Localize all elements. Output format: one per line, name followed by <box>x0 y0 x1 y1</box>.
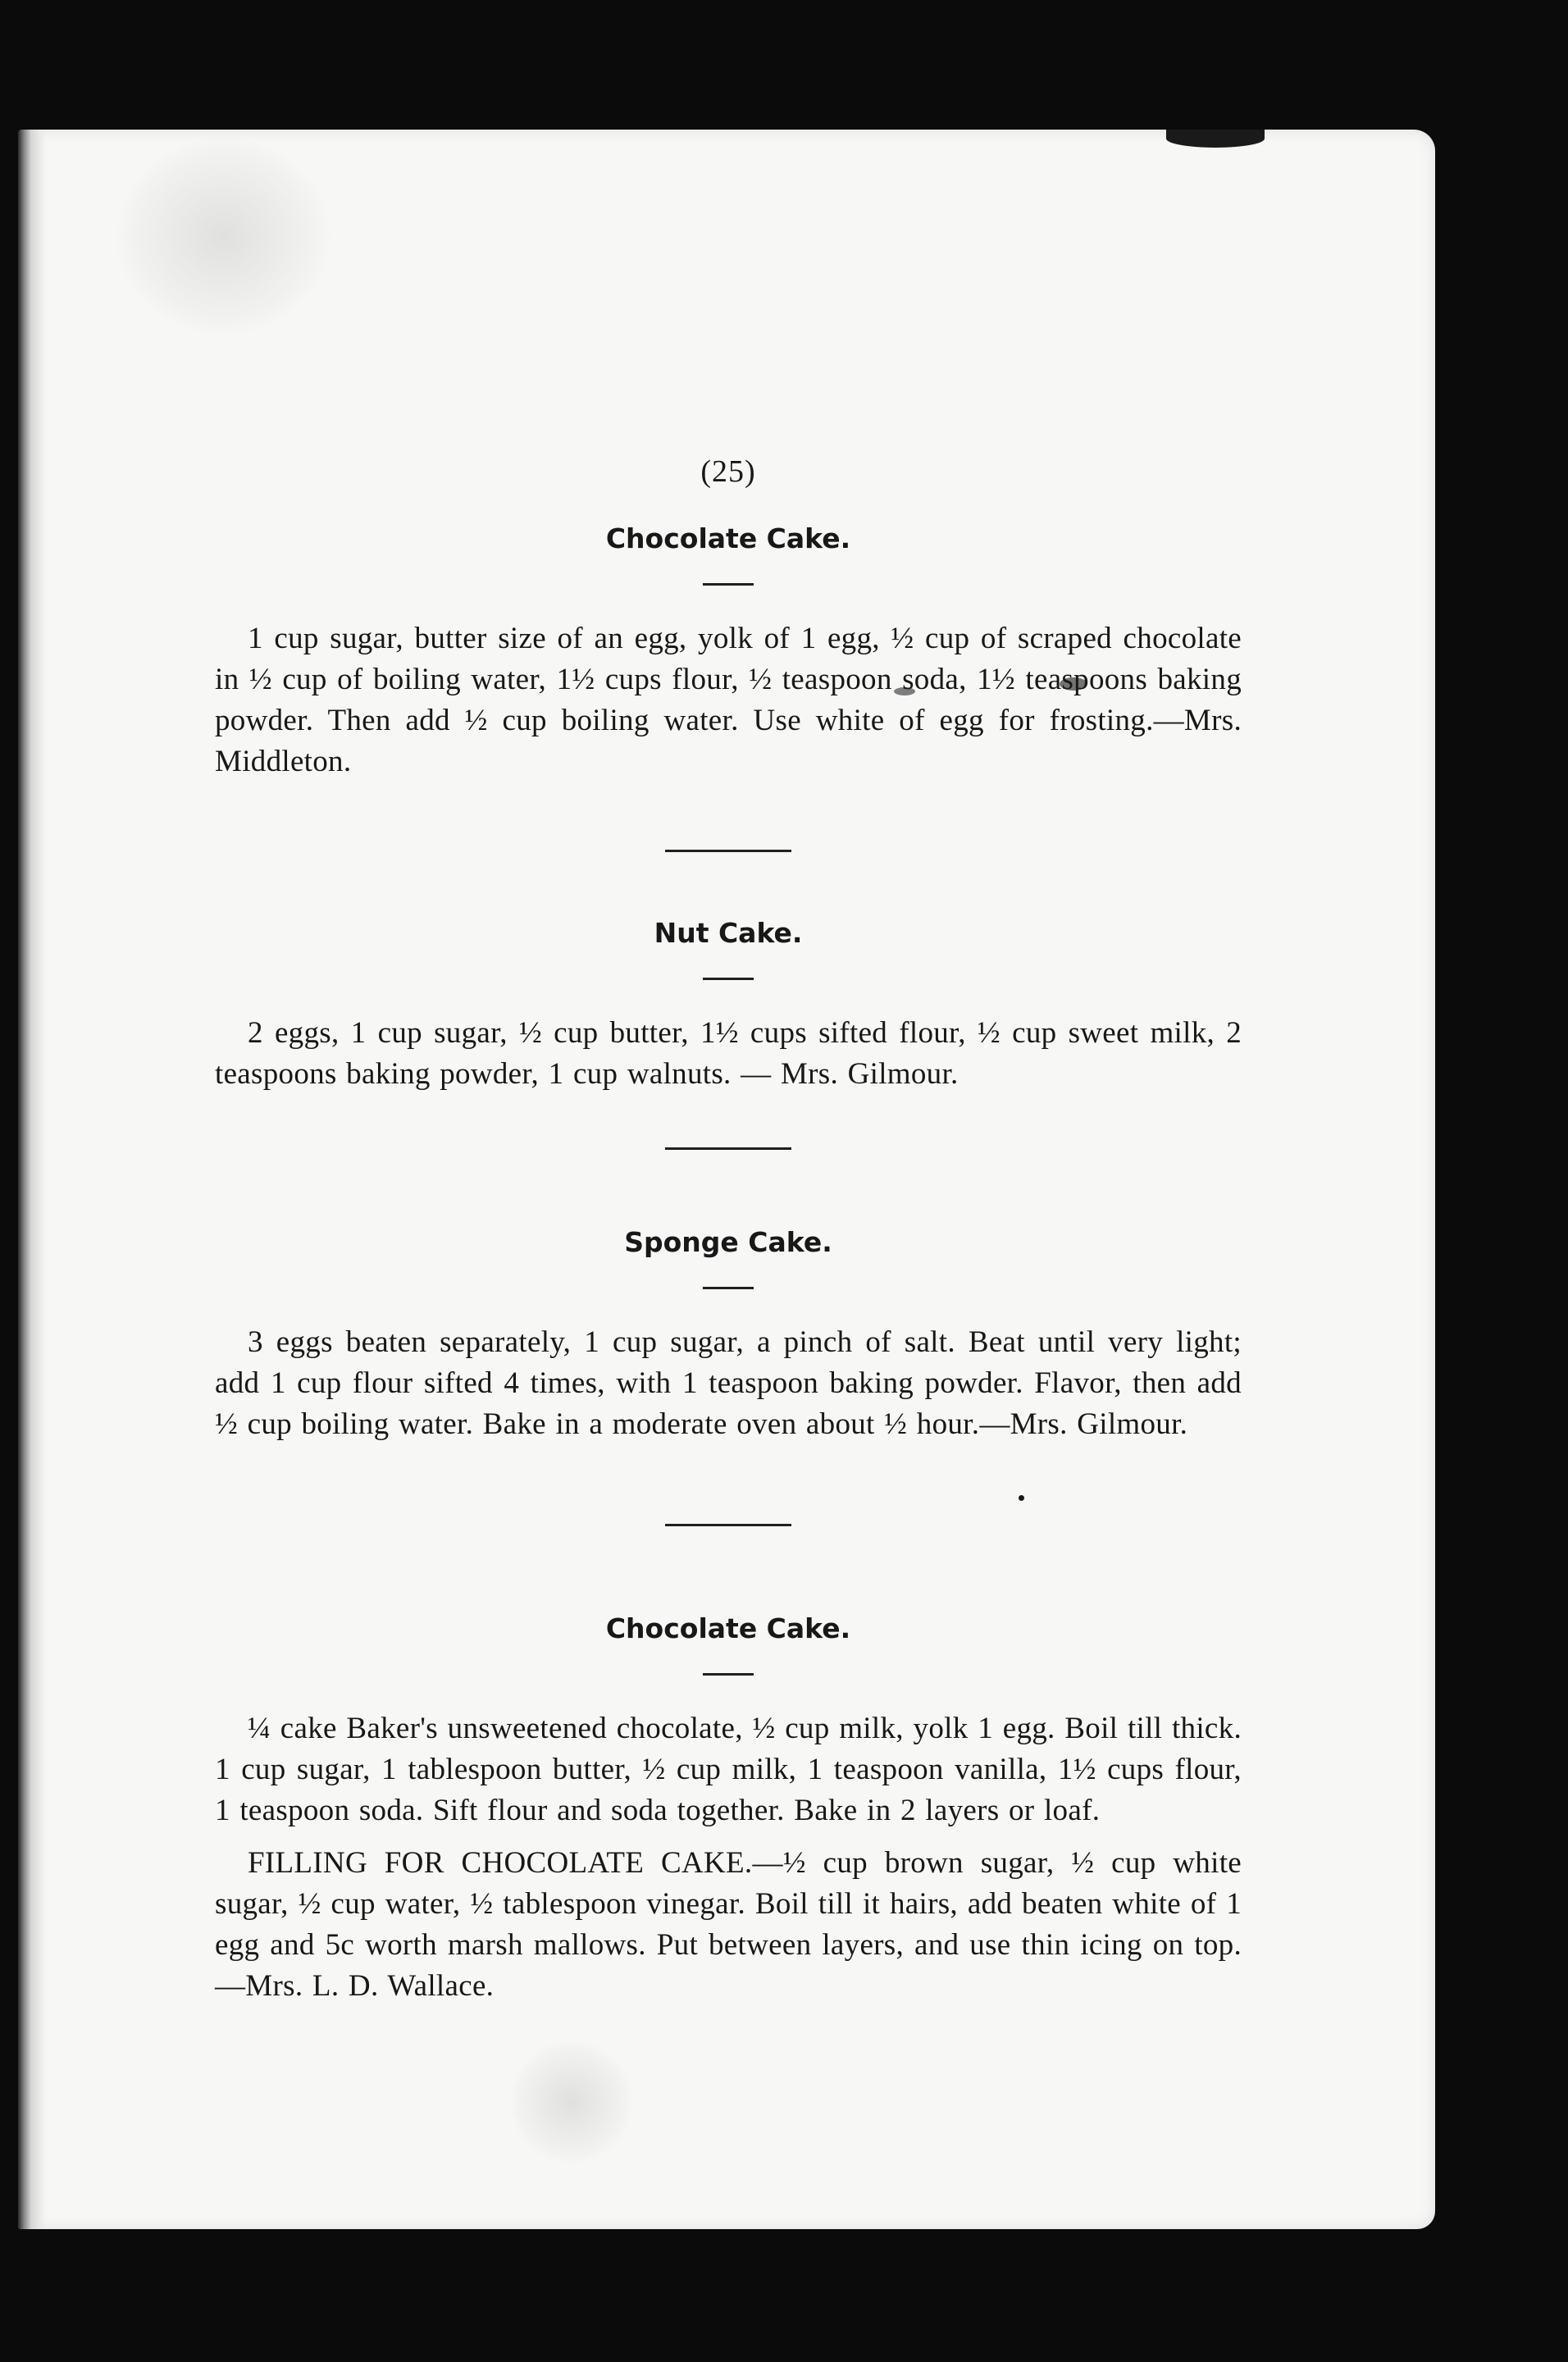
page-number: (25) <box>700 454 756 489</box>
recipe-body: 2 eggs, 1 cup sugar, ½ cup butter, 1½ cups sifted flour, ½ cup sweet milk, 2 teaspoons baking powder, 1 cup walnuts. — Mrs. Gilmour. <box>215 1016 1242 1091</box>
section-divider <box>665 1147 791 1150</box>
water-stain <box>510 2041 633 2164</box>
water-stain <box>116 138 330 335</box>
recipe-body: 1 cup sugar, butter size of an egg, yolk of 1 egg, ½ cup of scraped chocolate in ½ cup of boiling water, 1½ cups flour, ½ teaspoon soda, 1½ teaspoons baking powder. Then add ½ cup boiling water. Use white of egg for frosting.—Mrs. Middleton. <box>215 622 1242 778</box>
page-spine-shadow <box>18 130 46 2229</box>
recipe-body: 3 eggs beaten separately, 1 cup sugar, a pinch of salt. Beat until very light; add 1 cup flour sifted 4 times, with 1 teaspoon baking powder. Flavor, then add ½ cup boiling water. Bake in a moderate oven about ½ hour.—Mrs. Gilmour. <box>215 1325 1242 1441</box>
recipe-chocolate-cake-1 <box>215 522 1242 782</box>
page-content <box>215 456 1242 2007</box>
recipe-sponge-cake <box>215 1226 1242 1445</box>
recipe-title: Chocolate Cake. <box>605 522 851 554</box>
recipe-title: Sponge Cake. <box>624 1226 832 1258</box>
filling-instructions: FILLING FOR CHOCOLATE CAKE.—½ cup brown sugar, ½ cup white sugar, ½ cup water, ½ tablespoon vinegar. Boil till it hairs, add beaten white of 1 egg and 5c worth marsh mallows. Put between layers, and use thin icing on top.—Mrs. L. D. Wallace. <box>215 1846 1242 2003</box>
recipe-title: Chocolate Cake. <box>605 1612 851 1644</box>
title-divider <box>703 1287 754 1289</box>
recipe-nut-cake <box>215 919 1242 1095</box>
recipe-title: Nut Cake. <box>654 917 803 949</box>
title-divider <box>703 583 754 586</box>
recipe-body: ¼ cake Baker's unsweetened chocolate, ½ cup milk, yolk 1 egg. Boil till thick. 1 cup sugar, 1 tablespoon butter, ½ cup milk, 1 teaspoon vanilla, 1½ cups flour, 1 teaspoon soda. Sift flour and soda together. Bake in 2 layers or loaf. <box>215 1712 1242 1827</box>
section-divider <box>665 1524 791 1526</box>
ink-speck <box>1166 130 1265 148</box>
title-divider <box>703 1673 754 1676</box>
recipe-chocolate-cake-2 <box>215 1612 1242 2007</box>
book-page <box>18 130 1435 2229</box>
title-divider <box>703 978 754 980</box>
section-divider <box>665 850 791 852</box>
